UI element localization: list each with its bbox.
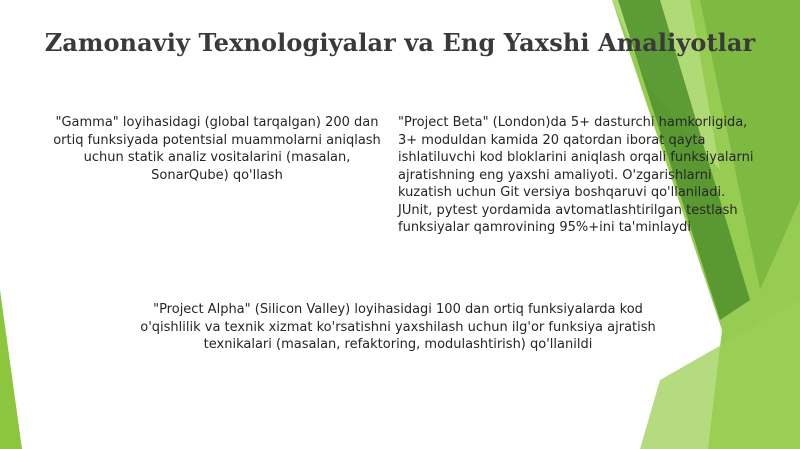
text-block-gamma: "Gamma" loyihasidagi (global tarqalgan) 200 dan ortiq funksiyada potentsial muammolarni aniqlash uchun statik analiz vositalarini (masalan, SonarQube) qo'llash [53,115,381,183]
text-block-project-alpha: "Project Alpha" (Silicon Valley) loyihasidagi 100 dan ortiq funksiyalarda kod o'qishlilik va texnik xizmat ko'rsatishni yaxshilash uchun ilg'or funksiya ajratish texnikalari (masalan, refaktoring, modulashtirish) qo'llanildi [140,302,656,352]
slide-title: Zamonaviy Texnologiyalar va Eng Yaxshi Amaliyotlar [44,28,756,57]
text-block-project-beta: "Project Beta" (London)da 5+ dasturchi hamkorligida, 3+ moduldan kamida 20 qatordan iborat qayta ishlatiluvchi kod bloklarini aniqlash orqali funksiyalarni ajratishning eng yaxshi amaliyoti. O'zgarishlarni kuzatish uchun Git versiya boshqaruvi qo'llaniladi. JUnit, pytest yordamida avtomatlashtirilgan testlash funksiyalar qamrovining 95%+ini ta'minlaydi [398,115,754,235]
bottom-left-facet [0,290,22,449]
